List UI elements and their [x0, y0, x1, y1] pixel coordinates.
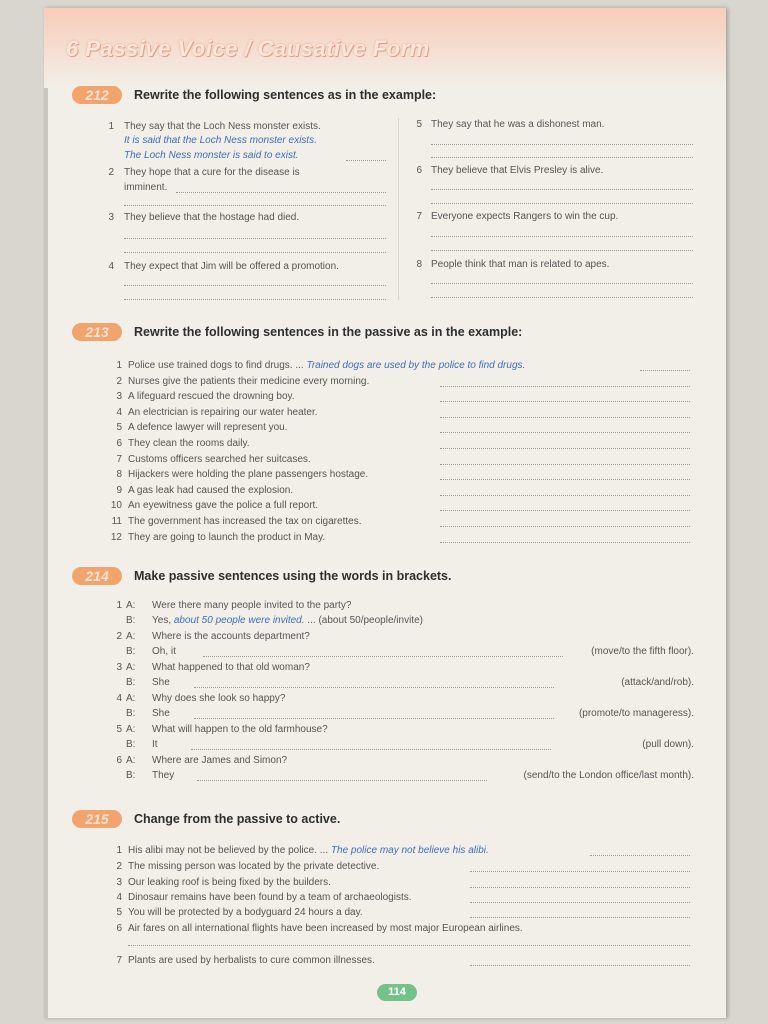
item-text: People think that man is related to apes. — [431, 259, 610, 270]
hint-text: (attack/and/rob). — [621, 677, 694, 688]
item-text — [128, 454, 311, 465]
answer-example: It is said that the Loch Ness monster exists. — [124, 135, 317, 146]
answer-prefix: She — [152, 708, 170, 719]
item-number: 2 — [116, 375, 122, 387]
item-number: 5 — [116, 422, 122, 434]
answer-line[interactable] — [431, 283, 693, 284]
answer-line[interactable] — [440, 417, 690, 418]
answer-line[interactable] — [124, 285, 386, 286]
answer-prefix: Oh, it — [152, 646, 176, 657]
item-number: 12 — [110, 531, 122, 543]
answer-prefix: Yes, — [152, 615, 172, 626]
exercise-214-header — [72, 567, 452, 585]
answer-line[interactable] — [440, 510, 690, 511]
item-number: 2 — [108, 167, 114, 178]
answer-line[interactable] — [440, 401, 690, 402]
item-text-content: An electrician is repairing our water heater. — [128, 406, 318, 418]
answer-line[interactable] — [440, 386, 690, 387]
item-text — [128, 391, 295, 402]
item-number: 11 — [111, 516, 122, 527]
item-number: 7 — [116, 955, 122, 966]
item-number: 3 — [116, 391, 122, 403]
hint-text: (pull down). — [642, 739, 694, 750]
item-number: 3 — [108, 212, 114, 223]
exercise-badge: 214 — [72, 567, 122, 585]
answer-line[interactable] — [431, 250, 693, 251]
item-text — [128, 892, 412, 903]
speaker-b-label: B: — [126, 677, 136, 688]
item-text — [128, 407, 318, 418]
item-text — [128, 532, 325, 543]
item-number: 4 — [116, 693, 122, 704]
answer-line[interactable] — [431, 189, 693, 190]
answer-line[interactable] — [124, 238, 386, 239]
item-text: His alibi may not be believed by the police. ... The police may not believe his alibi. — [128, 845, 489, 856]
item-text — [128, 376, 369, 387]
item-text-content: An eyewitness gave the police a full report. — [128, 500, 319, 512]
exercise-213-header — [72, 323, 522, 341]
answer-line[interactable] — [440, 479, 690, 480]
item-text — [128, 861, 379, 872]
speaker-a-label: A: — [126, 724, 136, 735]
answer-start: Yes, about 50 people were invited. ... (about 50/people/invite) — [152, 615, 423, 626]
answer-line[interactable] — [431, 157, 693, 158]
item-text-content: Nurses give the patients their medicine every morning. — [128, 375, 370, 387]
item-number: 2 — [116, 631, 122, 642]
item-number: 6 — [116, 438, 122, 449]
speaker-a-label: A: — [126, 755, 136, 766]
answer-example: Trained dogs are used by the police to find drugs. — [306, 360, 526, 371]
item-number: 3 — [116, 877, 122, 888]
answer-line[interactable] — [431, 203, 693, 204]
exercise-badge: 215 — [72, 810, 122, 828]
item-text-content: His alibi may not be believed by the police. — [128, 845, 317, 856]
item-text-content: They clean the rooms daily. — [128, 438, 250, 449]
item-text — [128, 485, 293, 496]
item-text-content: Hijackers were holding the plane passengers hostage. — [128, 469, 369, 481]
answer-line[interactable] — [470, 887, 690, 888]
question-text: Why does she look so happy? — [152, 693, 286, 704]
answer-prefix: It — [152, 739, 158, 750]
hint-text: (send/to the London office/last month). — [523, 770, 694, 781]
item-text: They say that he was a dishonest man. — [431, 119, 605, 130]
item-text-content: The government has increased the tax on cigarettes. — [128, 516, 362, 527]
item-text-content: Plants are used by herbalists to cure common illnesses. — [128, 955, 375, 966]
item-text — [128, 500, 318, 511]
answer-example: about 50 people were invited. — [173, 615, 305, 626]
answer-line[interactable] — [440, 542, 690, 543]
answer-line[interactable] — [124, 252, 386, 253]
speaker-b-label: B: — [126, 646, 136, 657]
item-text — [128, 438, 250, 449]
item-text: They believe that the hostage had died. — [124, 212, 300, 223]
item-text — [128, 955, 375, 966]
item-number: 8 — [116, 469, 122, 481]
question-text: Where is the accounts department? — [152, 631, 310, 642]
item-number: 3 — [116, 662, 122, 673]
answer-prefix: They — [152, 770, 175, 781]
item-text-content: A lifeguard rescued the drowning boy. — [128, 391, 295, 403]
item-number: 2 — [116, 861, 122, 872]
exercise-212-header — [72, 86, 436, 104]
answer-prefix: She — [152, 677, 170, 688]
item-number: 6 — [416, 165, 422, 176]
item-number: 5 — [416, 119, 422, 130]
exercise-instruction: Make passive sentences using the words in brackets. — [134, 569, 452, 583]
item-number: 6 — [116, 923, 122, 934]
item-text: Everyone expects Rangers to win the cup. — [431, 211, 619, 222]
item-text-content: A gas leak had caused the explosion. — [128, 484, 294, 496]
item-number: 1 — [116, 845, 122, 856]
exercise-instruction: Rewrite the following sentences as in the example: — [134, 88, 437, 102]
item-text: They say that the Loch Ness monster exists. — [124, 121, 321, 132]
speaker-b-label: B: — [126, 615, 136, 626]
speaker-b-label: B: — [126, 739, 136, 750]
item-text — [128, 923, 523, 934]
item-number: 1 — [116, 600, 122, 611]
question-text: What happened to that old woman? — [152, 662, 310, 673]
item-number: 1 — [116, 360, 122, 371]
speaker-a-label: A: — [126, 600, 136, 611]
item-text: They hope that a cure for the disease is — [124, 167, 300, 178]
answer-start — [152, 770, 174, 781]
item-number: 9 — [116, 484, 122, 496]
item-text-content: A defence lawyer will represent you. — [128, 422, 288, 434]
answer-line[interactable] — [346, 160, 386, 161]
answer-line[interactable] — [124, 299, 386, 300]
answer-line[interactable] — [431, 236, 693, 237]
item-text — [128, 469, 368, 480]
question-text: What will happen to the old farmhouse? — [152, 724, 328, 735]
item-text — [128, 422, 288, 433]
item-text: They expect that Jim will be offered a promotion. — [124, 261, 339, 272]
column-divider — [398, 118, 399, 300]
question-text: Where are James and Simon? — [152, 755, 288, 766]
answer-line[interactable] — [176, 192, 386, 193]
exercise-badge: 213 — [72, 323, 122, 341]
item-number: 7 — [116, 453, 122, 465]
item-text-cont: imminent. — [124, 182, 168, 193]
answer-line[interactable] — [440, 432, 690, 433]
item-number: 6 — [116, 755, 122, 766]
unit-title: 6 Passive Voice / Causative Form — [66, 36, 430, 61]
hint-text: (about 50/people/invite) — [318, 615, 423, 626]
answer-line[interactable] — [440, 526, 690, 527]
answer-line[interactable] — [431, 297, 693, 298]
item-text-content: Air fares on all international flights have been increased by most major European airlines. — [128, 923, 523, 934]
item-number: 5 — [116, 724, 122, 735]
item-number: 4 — [108, 261, 114, 272]
answer-line[interactable] — [197, 780, 487, 781]
answer-example: The Loch Ness monster is said to exist. — [124, 150, 299, 161]
answer-line[interactable] — [203, 656, 563, 657]
answer-line[interactable] — [191, 749, 551, 750]
speaker-b-label: B: — [126, 770, 136, 781]
speaker-a-label: A: — [126, 693, 136, 704]
hint-text: (move/to the fifth floor). — [591, 646, 694, 657]
exercise-215-header — [72, 810, 340, 828]
answer-line[interactable] — [590, 855, 690, 856]
answer-start — [152, 708, 170, 719]
answer-start — [152, 646, 176, 657]
answer-start — [152, 677, 170, 688]
answer-line[interactable] — [440, 448, 690, 449]
page-edge — [44, 8, 48, 1018]
item-number: 5 — [116, 907, 122, 918]
item-number: 10 — [110, 500, 122, 512]
item-number: 8 — [416, 259, 422, 270]
answer-line[interactable] — [470, 902, 690, 903]
answer-example: The police may not believe his alibi. — [330, 845, 489, 856]
item-text: They believe that Elvis Presley is alive. — [431, 165, 604, 176]
question-text: Were there many people invited to the party? — [152, 600, 352, 611]
item-text — [128, 877, 331, 888]
exercise-badge: 212 — [72, 86, 122, 104]
speaker-a-label: A: — [126, 631, 136, 642]
exercise-instruction: Rewrite the following sentences in the passive as in the example: — [134, 325, 523, 339]
answer-line[interactable] — [470, 871, 690, 872]
item-number: 1 — [108, 121, 114, 132]
page-number: 114 — [377, 984, 417, 1001]
item-text-content: Our leaking roof is being fixed by the builders. — [128, 877, 331, 888]
answer-line[interactable] — [470, 917, 690, 918]
item-text-content: Police use trained dogs to find drugs. — [128, 360, 293, 371]
item-number: 4 — [116, 892, 122, 903]
item-text — [128, 907, 363, 918]
answer-line[interactable] — [194, 687, 554, 688]
item-text — [128, 516, 361, 527]
item-number: 4 — [116, 406, 122, 418]
speaker-b-label: B: — [126, 708, 136, 719]
speaker-a-label: A: — [126, 662, 136, 673]
answer-line[interactable] — [431, 144, 693, 145]
item-text-content: Customs officers searched her suitcases. — [128, 453, 311, 465]
answer-line[interactable] — [440, 495, 690, 496]
item-text-content: Dinosaur remains have been found by a team of archaeologists. — [128, 892, 412, 903]
answer-line[interactable] — [440, 464, 690, 465]
item-number: 7 — [416, 211, 422, 222]
answer-line[interactable] — [128, 945, 690, 946]
exercise-instruction: Change from the passive to active. — [134, 812, 341, 826]
answer-line[interactable] — [470, 965, 690, 966]
answer-line[interactable] — [640, 370, 690, 371]
answer-start — [152, 739, 158, 750]
item-text-content: The missing person was located by the private detective. — [128, 861, 380, 872]
item-text: Police use trained dogs to find drugs. ... Trained dogs are used by the police to find drugs. — [128, 360, 526, 371]
hint-text: (promote/to manageress). — [578, 708, 694, 719]
answer-line[interactable] — [194, 718, 554, 719]
item-text-content: You will be protected by a bodyguard 24 hours a day. — [128, 907, 363, 918]
item-text-content: They are going to launch the product in May. — [128, 531, 326, 543]
answer-line[interactable] — [124, 205, 386, 206]
